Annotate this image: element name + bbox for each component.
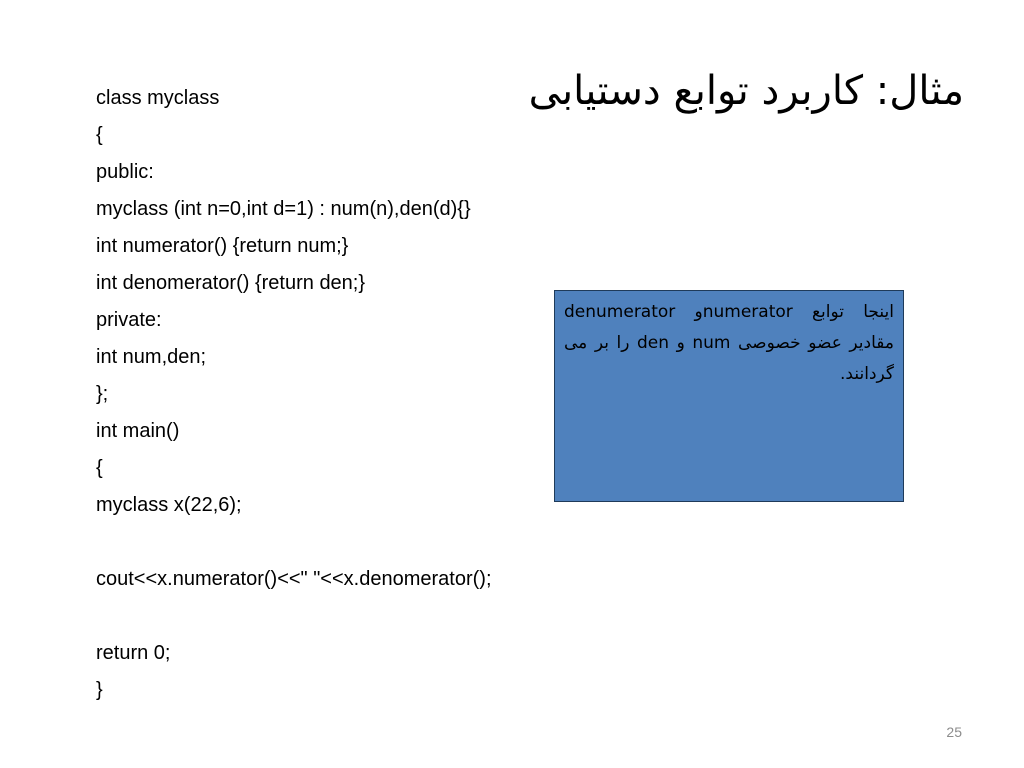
code-line: myclass x(22,6); <box>96 494 242 516</box>
code-line-blank <box>96 524 492 561</box>
code-line: private: <box>96 309 162 331</box>
code-line: int num,den; <box>96 346 207 368</box>
note-box <box>554 290 904 502</box>
code-line: public: <box>96 161 154 183</box>
slide-title: مثال: کاربرد توابع دستیابی <box>528 68 964 114</box>
code-line: return 0; <box>96 642 171 664</box>
code-line-blank <box>96 598 492 635</box>
code-block <box>96 80 492 709</box>
code-line: } <box>96 679 103 701</box>
code-line: { <box>96 124 103 146</box>
code-line: class myclass <box>96 87 220 109</box>
page-number: 25 <box>946 724 962 740</box>
code-line: int numerator() {return num;} <box>96 235 349 257</box>
code-line: cout<<x.numerator()<<" "<<x.denomerator(); <box>96 568 492 590</box>
code-line: myclass (int n=0,int d=1) : num(n),den(d){} <box>96 198 471 220</box>
code-line: int denomerator() {return den;} <box>96 272 366 294</box>
code-line: { <box>96 457 103 479</box>
note-text: اینجا توابع numeratorو denumerator مقادیر عضو خصوصی num و den را بر می گردانند. <box>564 302 894 384</box>
code-line: int main() <box>96 420 180 442</box>
code-line: }; <box>96 383 109 405</box>
